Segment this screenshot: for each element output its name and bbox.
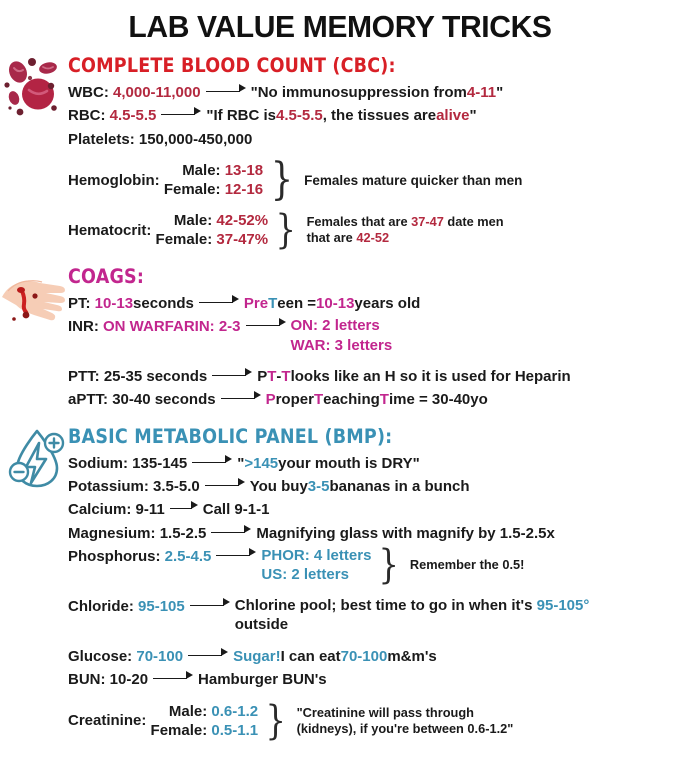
row-inr: [68, 316, 680, 355]
arrow-icon: [187, 452, 237, 473]
row-sodium: [68, 453, 680, 474]
ptt-m-t1: T: [267, 368, 277, 386]
pt-mnemonic-b: T: [268, 294, 278, 312]
magnesium-mnemonic: Magnifying glass with magnify by 1.5-2.5x: [256, 524, 555, 542]
rbc-mnemonic-post: ": [469, 107, 477, 125]
glucose-label: Glucose:: [68, 647, 133, 665]
creatinine-male-label: Male:: [168, 702, 208, 720]
bun-label: BUN:: [68, 671, 106, 689]
arrow-icon: [156, 104, 206, 125]
creatinine-label: Creatinine:: [68, 712, 147, 730]
glucose-m-post: m&m's: [387, 647, 437, 665]
pt-mnemonic-a: Pre: [243, 294, 269, 312]
creatinine-female-value: 0.5-1.1: [211, 722, 259, 740]
ptt-m-rest: looks like an H so it is used for Heparin: [290, 368, 571, 386]
row-creatinine: [68, 697, 680, 744]
pt-mnemonic-post: years old: [354, 294, 421, 312]
arrow-icon: [165, 498, 203, 519]
potassium-m-pre: You buy: [249, 478, 308, 496]
section-coags: [0, 265, 680, 411]
phosphorus-m-line1: PHOR: 4 letters: [261, 546, 372, 564]
aptt-m-ime: ime = 30-40yo: [388, 391, 488, 409]
pt-mnemonic-c: een =: [277, 294, 317, 312]
row-glucose: [68, 646, 680, 667]
rbc-label: RBC:: [68, 107, 106, 125]
pt-unit: seconds: [133, 294, 194, 312]
ptt-m-dash: -: [276, 368, 282, 386]
brace-icon: }: [265, 697, 287, 744]
aptt-m-t1: T: [313, 391, 324, 409]
potassium-m-value: 3-5: [307, 478, 330, 496]
sodium-m-post: your mouth is DRY": [278, 454, 420, 472]
calcium-label: Calcium:: [68, 501, 132, 519]
creatinine-female-label: Female:: [150, 722, 208, 740]
arrow-icon: [207, 365, 257, 386]
creatinine-note-line1: "Creatinine will pass through: [296, 704, 474, 720]
ptt-value: 25-35 seconds: [103, 368, 208, 386]
arrow-icon: [201, 81, 251, 102]
calcium-mnemonic: Call 9-1-1: [202, 501, 270, 519]
sodium-value: 135-145: [132, 454, 188, 472]
pt-label: PT:: [68, 294, 91, 312]
hematocrit-label: Hematocrit:: [68, 221, 152, 239]
hematocrit-female-label: Female:: [155, 231, 213, 249]
wbc-mnemonic-value: 4-11: [466, 84, 497, 101]
arrow-icon: [194, 292, 244, 313]
section-header-coags: COAGS:: [68, 264, 145, 288]
row-calcium: [68, 499, 680, 520]
hematocrit-note1-value: 37-47: [411, 214, 444, 230]
platelets-label: Platelets:: [68, 130, 135, 148]
calcium-value: 9-11: [135, 501, 165, 519]
wbc-value: 4,000-11,000: [113, 84, 201, 101]
phosphorus-note: Remember the 0.5!: [409, 557, 525, 573]
arrow-icon: [206, 522, 256, 543]
chloride-label: Chloride:: [68, 597, 134, 615]
hemoglobin-note: Females mature quicker than men: [304, 172, 523, 188]
rbc-mnemonic-value2: alive: [436, 107, 470, 125]
blood-cells-icon: [2, 50, 64, 125]
row-hematocrit: [68, 206, 680, 253]
hemoglobin-female-label: Female:: [163, 181, 221, 199]
bun-value: 10-20: [109, 671, 149, 689]
arrow-icon: [241, 315, 291, 336]
glucose-m-mid: I can eat: [280, 647, 341, 665]
hematocrit-note1-pre: Females that are: [306, 214, 412, 230]
arrow-icon: [183, 645, 233, 666]
row-chloride: [68, 596, 680, 635]
pt-value: 10-13: [94, 294, 134, 312]
row-magnesium: [68, 523, 680, 544]
row-bun: [68, 669, 680, 690]
page-title: LAB VALUE MEMORY TRICKS: [128, 9, 552, 44]
bun-mnemonic: Hamburger BUN's: [198, 671, 327, 689]
brace-icon: }: [378, 542, 400, 589]
rbc-mnemonic-value: 4.5-5.5: [276, 107, 323, 125]
phosphorus-label: Phosphorus:: [68, 547, 161, 565]
hematocrit-note2-value: 42-52: [356, 230, 390, 246]
row-pt: [68, 293, 680, 314]
arrow-icon: [211, 545, 261, 566]
ptt-m-p: P: [257, 368, 268, 386]
row-wbc: [68, 82, 680, 103]
chloride-value: 95-105: [138, 597, 185, 615]
hemoglobin-male-label: Male:: [182, 161, 221, 179]
rbc-mnemonic-mid: , the tissues are: [322, 107, 437, 125]
sodium-label: Sodium:: [68, 454, 128, 472]
glucose-m-pre: Sugar!: [233, 647, 281, 665]
aptt-m-p: P: [265, 391, 276, 409]
potassium-m-post: bananas in a bunch: [329, 478, 470, 496]
section-cbc: [0, 54, 680, 253]
hemoglobin-female-value: 12-16: [224, 181, 264, 199]
glucose-m-value: 70-100: [340, 647, 388, 665]
creatinine-male-value: 0.6-1.2: [211, 702, 259, 720]
hemoglobin-male-value: 13-18: [224, 161, 264, 179]
aptt-m-roper: roper: [275, 391, 314, 409]
hematocrit-female-value: 37-47%: [216, 231, 269, 249]
sodium-m-value: >145: [244, 454, 279, 472]
ptt-label: PTT:: [68, 368, 100, 386]
brace-icon: }: [275, 206, 297, 253]
arrow-icon: [148, 668, 198, 689]
bleeding-hand-icon: [0, 267, 66, 334]
arrow-icon: [200, 475, 250, 496]
aptt-value: 30-40 seconds: [112, 391, 216, 409]
ptt-m-t2: T: [281, 368, 291, 386]
chloride-m-line2: outside: [234, 616, 289, 634]
magnesium-value: 1.5-2.5: [159, 524, 207, 542]
row-aptt: [68, 389, 680, 410]
wbc-mnemonic-post: ": [496, 84, 504, 101]
row-hemoglobin: [68, 154, 680, 206]
chloride-m-value: 95-105°: [536, 596, 590, 614]
chloride-m-pre: Chlorine pool; best time to go in when it's: [234, 596, 537, 614]
creatinine-note-line2: (kidneys), if you're between 0.6-1.2": [296, 721, 514, 737]
row-ptt: [68, 366, 680, 387]
aptt-label: aPTT:: [68, 391, 109, 409]
phosphorus-value: 2.5-4.5: [164, 547, 212, 565]
magnesium-label: Magnesium:: [68, 524, 156, 542]
rbc-mnemonic-pre: "If RBC is: [206, 107, 276, 125]
wbc-mnemonic-pre: "No immunosuppression from: [250, 84, 467, 101]
section-header-bmp: BASIC METABOLIC PANEL (BMP):: [68, 424, 393, 448]
hematocrit-note2-pre: that are: [306, 230, 357, 246]
platelets-value: 150,000-450,000: [138, 130, 253, 148]
row-platelets: [68, 129, 680, 150]
inr-value: ON WARFARIN: 2-3: [103, 318, 241, 336]
inr-mnemonic-line1: ON: 2 letters: [290, 317, 380, 335]
wbc-label: WBC:: [68, 84, 109, 101]
section-header-cbc: COMPLETE BLOOD COUNT (CBC):: [68, 54, 396, 77]
inr-mnemonic-line2: WAR: 3 letters: [290, 336, 393, 354]
sodium-m-pre: ": [237, 454, 245, 472]
row-phosphorus: [68, 542, 680, 589]
brace-icon: }: [270, 154, 294, 206]
section-bmp: [0, 424, 680, 744]
hematocrit-note1-post: date men: [443, 214, 504, 230]
hemoglobin-label: Hemoglobin:: [68, 171, 160, 189]
glucose-value: 70-100: [136, 647, 184, 665]
hematocrit-male-value: 42-52%: [216, 211, 269, 229]
potassium-label: Potassium:: [68, 478, 149, 496]
aptt-m-t2: T: [379, 391, 389, 409]
row-rbc: [68, 105, 680, 126]
electrolyte-droplet-icon: [8, 427, 66, 496]
inr-label: INR:: [68, 318, 99, 336]
potassium-value: 3.5-5.0: [153, 478, 200, 496]
arrow-icon: [185, 595, 235, 616]
arrow-icon: [216, 388, 266, 409]
pt-mnemonic-value: 10-13: [316, 294, 355, 312]
aptt-m-eaching: eaching: [323, 391, 380, 409]
row-potassium: [68, 476, 680, 497]
hematocrit-male-label: Male:: [173, 211, 213, 229]
rbc-value: 4.5-5.5: [109, 107, 157, 125]
phosphorus-m-line2: US: 2 letters: [261, 566, 349, 584]
